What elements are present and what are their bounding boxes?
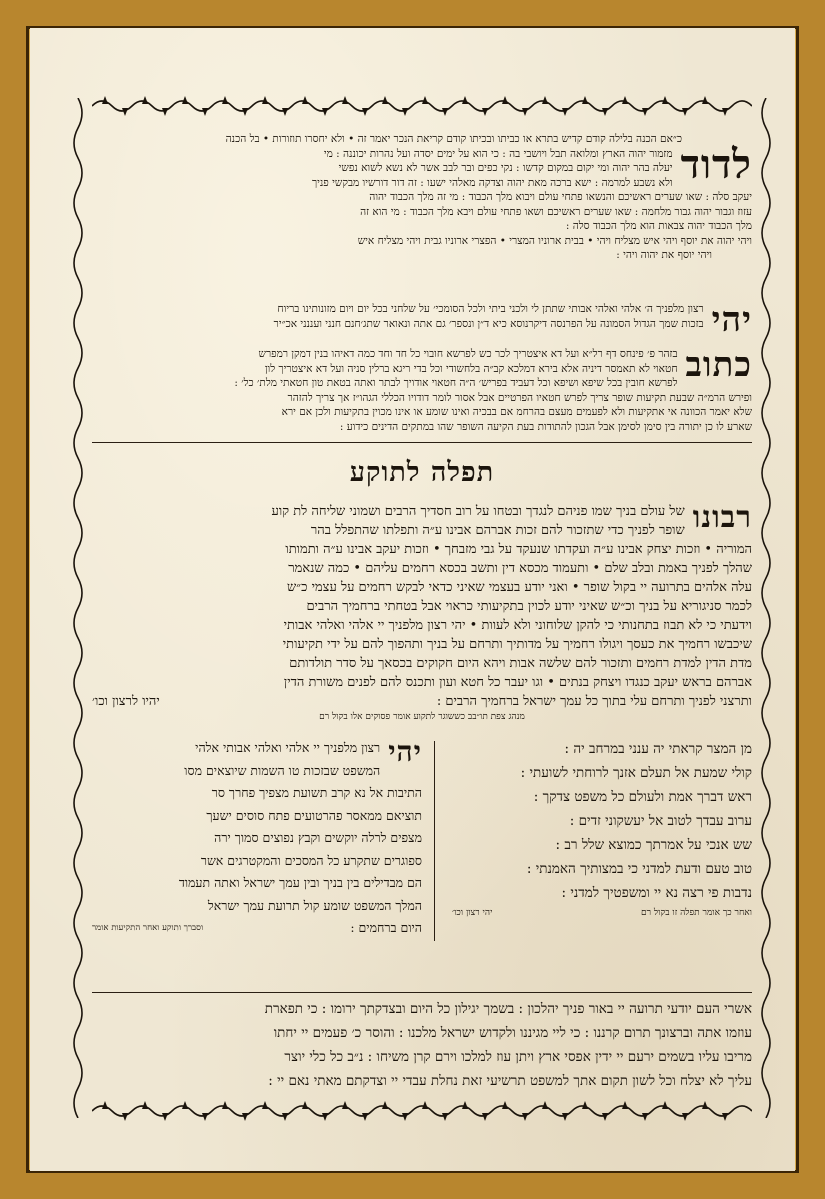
psalm-line: יעקב סלה : שאו שערים ראשיכם והנשאו פתחי עולם ויבוא מלך הכבוד : מי זה מלך הכבוד יהוה [369, 191, 752, 203]
column-footer [452, 905, 752, 921]
prayer-line: התיבות אל נא קרב תשועת מצפיך פחרך סר [211, 785, 422, 800]
prayer-line: של עולם בניך שמו פניהם לנגדך ובטחו על רוב חסדיך הרבים ושמוני שליחה לת קוע [271, 504, 685, 519]
text-line: שארע לו כן יתורה בין סימן לסימן אבל הגכון להתודות בעת הקיעה השופר שהו במתקים הדינים כידוע : [339, 420, 752, 433]
prayer-line: שהלך לפניך באמת ובלב שלם • ותעמוד מכסא דין ותשב בכסא רחמים עליהם • כמה שנאמר [288, 561, 752, 576]
closing-phrase: יהיו לרצון וכו׳ [92, 694, 160, 709]
document-body [92, 92, 752, 1122]
prayer-line: הם מבדילים בין בניך ובין עמך ישראל ואתה תעמוד [178, 875, 422, 890]
instruction-note: וסברך ותוקע ואחר התקיעות אומר [92, 923, 204, 933]
prayer-line: בזכות שמך הגדול הסמונה על הפרנסה דיקרנוסא כיא ד״ן ונספר׳ גם אתה ונאואר שתג׳חנם חנני ועננני אכ״יר [273, 317, 704, 330]
psalm-line: יעלה בהר יהוה ומי יקום במקום קדשו : נקי כפים ובר לבב אשר לא נשא לשוא נפשי [338, 162, 673, 174]
verse-line: שש אנכי על אמרתך כמוצא שלל רב : [555, 837, 752, 853]
initial-word: כתוב [685, 345, 752, 385]
psalm-24-section [92, 132, 752, 263]
prayer-line: המלך המשפט שומע קול תרועת עמך ישראל [207, 897, 422, 913]
psalm-line: מלך הכבוד יהוה צבאות הוא מלך הכבוד סלה : [565, 220, 752, 232]
verse-line: אשרי העם יודעי תרועה יי באור פניך יהלכון : בשמך יגילון כל היום ובצדקתך ירומו : כי תפארת [264, 1001, 752, 1017]
prayer-line: תוציאם ממאסר פהרטועים פתח סוסים ישעך [206, 807, 422, 823]
section-divider [92, 992, 752, 993]
bottom-vine-border [92, 1097, 752, 1125]
rubric-note: מנהג צפת תו״בב כששוגר לתקוע אומר פסוקים אלו בקול רם [319, 712, 525, 722]
prayer-line: היום ברחמים : [350, 920, 422, 935]
prayer-final-row [92, 692, 752, 711]
two-column-section [92, 737, 752, 987]
page-title: תפלה לתוקע [349, 457, 495, 488]
prayer-line: לכמר סניגוריא על בניך וכ״ש שאיני יודע לכוין בתקיעותי כראוי אבל בטחתי ברחמיך הרבים [306, 599, 752, 614]
psalm-118-column [452, 737, 752, 921]
prayer-line: אברהם בראש יעקב כנגדו ויצחק בנתים • וגו יעבר כל חטא ועון ותכנס להם לפנים משורת הדין [283, 675, 752, 690]
psalm-line: מזמור יהוה הארץ ומלואה תבל ויושבי בה : כי הוא על ימים יסדה ועל נהרות יכוננה : מי [323, 147, 673, 160]
left-vine-border [70, 98, 86, 1118]
verse-line: מן המצר קראתי יה ענני במרחב יה : [564, 741, 752, 757]
closing-phrase: יהי רצון וכו׳ [452, 908, 493, 918]
verse-line: עוזמו אתה וברצונך תרום קרננו : כי ליי מגיננו ולקדוש ישראל מלכנו : והוסר כ׳ פעמים יי יחתו [273, 1025, 752, 1041]
column-final-row [92, 917, 422, 940]
initial-word: יהי [388, 735, 422, 768]
section-divider [92, 442, 752, 443]
prayer-line: המשפט שבזכות טו השמות שיוצאים מסו [184, 762, 381, 778]
text-line: בזהר פ׳ פינחס דף רל״א ועל דא איצטריך לכר כש לפרשא חובוי כל חד וחד כמה דאיהו בנין דמקן רמפרש [258, 348, 678, 360]
psalm-line: ולא נשבע למרמה : ישא ברכה מאת יהוה וצדקה מאלהי ישעו : זה דור דורשיו מבקשי פניך [311, 176, 673, 189]
right-vine-border [758, 98, 774, 1118]
initial-word: יהי [711, 300, 752, 340]
verse-line: ויהי יהוה את יוסף ויהי איש מצליח ויהי • בבית ארוניו המצרי • הפצרי ארוניו גבית ויהי מצליח איש [357, 234, 752, 247]
prayer-line: ספוגרים שתקרע כל המסכים והמקטרגים אשר [200, 852, 422, 868]
ashrei-section [92, 997, 752, 1093]
text-line: ופירש הרמ״ה שבעת תקיעות שופר צריך לפרש חטאיו הפרטיים אבל אסור לומר דודויו הכללי הגהו״ז אך צריך להזהר [287, 391, 752, 404]
initial-word: לדוד [680, 140, 752, 188]
verse-line: ראש דברך אמת ולעולם כל משפט צדקך : [533, 789, 752, 805]
prayer-line: וידעתי כי לא תבוז בתחנותי כי להקן שלוחוני ולא לעוות • יהי רצון מלפניך יי אלהי ואלהי אבותי [283, 618, 752, 633]
column-divider [434, 741, 435, 941]
text-line: שלא יאמר הכוונה אי אתקיעות ולא לפעמים מעצם בהרחמ אם בבכיה ואינו שומע או אינו מכוין בתקיעות ולכן אם ירא [281, 406, 752, 418]
top-vine-border [92, 92, 752, 120]
verse-line: נדבות פי רצה נא יי ומשפטיך למדני : [561, 885, 752, 901]
text-line: לפרשא חובין בכל שיפא ושיפא וכל דעביד בפריש׳ ה״ה חטאוי אודויך לבתר ואתה בטאת טון חטאתי מלת׳ כל׳ : [234, 377, 678, 389]
yehi-ratzon-column [92, 737, 422, 940]
prayer-line: רצון מלפניך ה׳ אלהי ואלהי אבותי שתתן לי ולכני ביתי ולכל הסומכי׳ על שלחני בכל יום ויום מזונותינו בריוח [277, 303, 704, 315]
parnasa-prayer-section [92, 302, 752, 338]
zohar-quote-section [92, 347, 752, 434]
verse-line: מריבו עליו בשמים ירעם יי ידין אפסי ארץ ויתן עוז למלכו וירם קרן משיחו : נ״ב כל כלי יוצר [284, 1049, 752, 1065]
verse-line: טוב טעם ודעת למדני כי במצותיך האמנתי : [526, 861, 752, 877]
instruction-note: ואחר כך אומר תפלה זו בקול רם [640, 908, 752, 918]
verse-line: עליך לא יצלח וכל לשון תקום אתך למשפט תרשיעי זאת נחלת עבדי יי וצדקתם מאתי נאם יי : [268, 1073, 752, 1089]
prayer-line: עלה אלהים בתרועה יי בקול שופר • ואני יודע בעצמי שאיני כדאי לבקש רחמים על עצמי כ״ש [286, 580, 752, 595]
verse-line: קולי שמעת אל תעלם אזנך לרוחתי לשועתי : [520, 765, 752, 781]
prayer-line: מצפים לרלה יוקשים וקבץ נפוצים סמוך ירה [214, 830, 422, 845]
tokea-prayer-section [92, 502, 752, 723]
psalm-line: עזוז וגבור יהוה גבור מלחמה : שאו שערים ראשיכם ושאו פתחי עולם ויבא מלך הכבוד : מי הוא זה [360, 205, 752, 218]
prayer-line: המוריה • וזכות יצחק אבינו ע״ה ועקדתו שנעקד על גבי מזבחך • וזכות יעקב אבינו ע״ה ותמותו [285, 542, 752, 557]
prayer-line: שופר לפניך כדי שתזכור להם זכות אברהם אבינו ע״ה ותפלתו שהתפלל בהר [310, 523, 685, 538]
text-line: חטאוי לא תאמסר דיניה אלא בירא דמלכא קב״ה בלחשודי וכל בדי ריגא ברלין סניה ועל דא איצטריך לון [264, 362, 678, 375]
prayer-line: מדת הדין למדת רחמים ותזכור להם שלשה אבות ויהא היום חקוקים בכסאך על סדר תולדותם [289, 656, 752, 671]
verse-line: ויהי יוסף את יהוה ויהי : [616, 249, 712, 261]
prayer-line: רצון מלפניך יי אלהי ואלהי אבותי אלהי [195, 740, 381, 755]
prayer-line: שיכבשו רחמיך את כעסך ויגולו רחמיך על מדותיך ותרחם על בניך ותהפוך להם על ידי תקיעותי [282, 637, 752, 652]
verse-line: ערוב עבדך לטוב אל יעשקוני זדים : [569, 813, 752, 829]
prayer-line: ותרצני לפניך ותרחם עלי בתוך כל עמך ישראל ברחמיך הרבים : [436, 694, 752, 709]
initial-word: רבונו [692, 500, 752, 535]
instruction-line: כ״אם הכנה בלילה קודם קדיש בתרא או כביתו ובכיתו קודם קריאת הנכר יאמר זה • ולא יחסרו תוזורות • בל הכנה [225, 133, 682, 145]
